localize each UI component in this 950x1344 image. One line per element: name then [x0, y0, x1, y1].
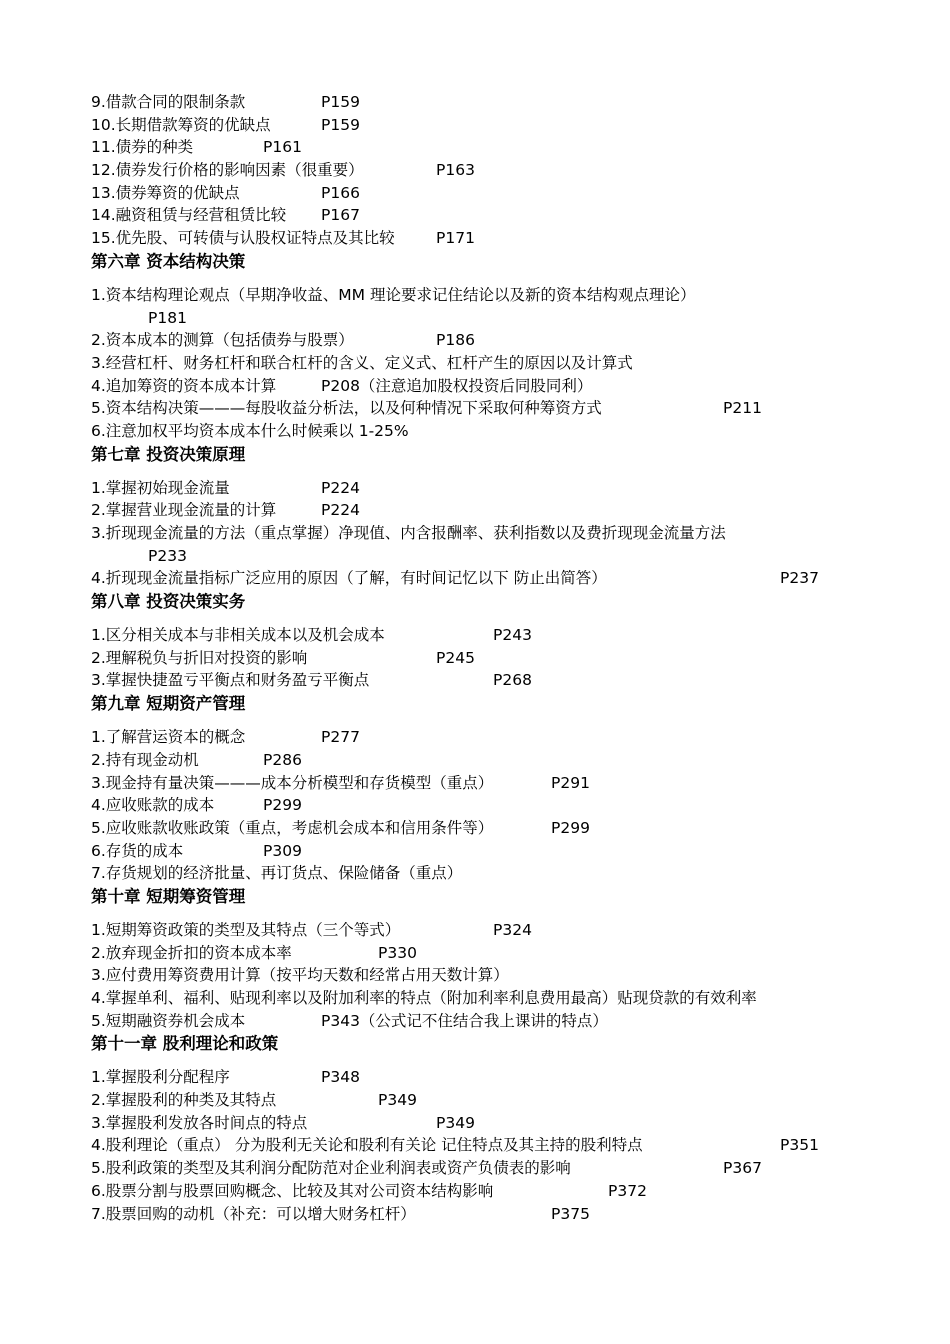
list-item	[91, 182, 881, 205]
page-ref: P159	[321, 93, 360, 111]
chapter-heading: 第十章 短期筹资管理	[91, 886, 246, 906]
item-text: 2.掌握股利的种类及其特点	[91, 1091, 277, 1110]
list-item	[91, 284, 881, 307]
page-ref: P277	[321, 728, 360, 747]
item-text: 4.掌握单利、福利、贴现利率以及附加利率的特点（附加利率利息费用最高）贴现贷款的有效利率	[91, 989, 757, 1007]
chapter-heading: 第七章 投资决策原理	[91, 444, 246, 464]
list-item	[91, 1112, 881, 1135]
list-item	[91, 1203, 881, 1226]
page-ref: P309	[263, 841, 302, 860]
list-item	[91, 624, 881, 647]
list-item	[91, 329, 881, 352]
item-text: 2.理解税负与折旧对投资的影响	[91, 648, 308, 667]
list-item	[91, 749, 881, 772]
item-text: 6.注意加权平均资本成本什么时候乘以 1-25%	[91, 421, 409, 440]
item-text: 7.存货规划的经济批量、再订货点、保险储备（重点）	[91, 864, 463, 883]
list-item	[91, 647, 881, 670]
document-page	[91, 91, 881, 1225]
list-item	[91, 726, 881, 749]
item-text: 12.债券发行价格的影响因素（很重要）	[91, 161, 364, 180]
item-text: 4.应收账款的成本	[91, 796, 215, 815]
item-text: 2.放弃现金折扣的资本成本率	[91, 943, 292, 962]
item-text: 3.折现现金流量的方法（重点掌握）净现值、内含报酬率、获利指数以及费折现现金流量方法	[91, 524, 726, 542]
item-text: 2.持有现金动机	[91, 750, 199, 769]
list-item	[91, 136, 881, 159]
page-ref: P291	[551, 773, 590, 792]
item-text: 1.了解营运资本的概念	[91, 728, 246, 747]
list-item	[91, 1089, 881, 1112]
item-text: 4.折现现金流量指标广泛应用的原因（了解，有时间记忆以下 防止出简答）	[91, 569, 607, 588]
item-text: 7.股票回购的动机（补充：可以增大财务杠杆）	[91, 1204, 416, 1223]
item-text: 2.掌握营业现金流量的计算	[91, 501, 277, 520]
page-ref: P233	[148, 546, 187, 565]
page-ref: P181	[148, 308, 187, 327]
page-ref: P299	[551, 818, 590, 837]
page-ref: P372	[608, 1181, 647, 1200]
page-ref: P286	[263, 750, 302, 769]
page-ref: P343（公式记不住结合我上课讲的特点）	[321, 1011, 608, 1030]
list-item	[91, 794, 881, 817]
page-ref: P367	[723, 1159, 762, 1178]
item-text: 3.掌握快捷盈亏平衡点和财务盈亏平衡点	[91, 671, 370, 690]
list-item	[91, 772, 881, 795]
page-ref: P349	[378, 1091, 417, 1110]
list-item-continuation	[91, 307, 881, 330]
list-item	[91, 204, 881, 227]
item-text: 9.借款合同的限制条款	[91, 93, 246, 111]
list-item	[91, 919, 881, 942]
list-item	[91, 1010, 881, 1033]
page-ref: P161	[263, 138, 302, 157]
item-text: 4.追加筹资的资本成本计算	[91, 376, 277, 395]
page-ref: P299	[263, 796, 302, 815]
page-ref: P166	[321, 183, 360, 202]
list-item	[91, 477, 881, 500]
page-ref: P211	[723, 399, 762, 418]
item-text: 5.短期融资券机会成本	[91, 1011, 246, 1030]
chapter-heading: 第九章 短期资产管理	[91, 694, 246, 714]
list-item	[91, 840, 881, 863]
page-ref: P159	[321, 115, 360, 134]
list-item-continuation	[91, 545, 881, 568]
page-ref: P171	[436, 229, 475, 248]
list-item	[91, 91, 881, 114]
item-text: 1.掌握股利分配程序	[91, 1068, 230, 1087]
item-text: 3.现金持有量决策———成本分析模型和存货模型（重点）	[91, 773, 494, 792]
item-text: 11.债券的种类	[91, 138, 194, 157]
chapter-heading: 第六章 资本结构决策	[91, 251, 246, 271]
item-text: 3.掌握股利发放各时间点的特点	[91, 1113, 308, 1132]
page-ref: P167	[321, 206, 360, 225]
list-item	[91, 1134, 881, 1157]
item-text: 15.优先股、可转债与认股权证特点及其比较	[91, 229, 395, 248]
list-item	[91, 227, 881, 250]
list-item	[91, 964, 881, 987]
page-ref: P208（注意追加股权投资后同股同利）	[321, 376, 593, 395]
page-ref: P330	[378, 943, 417, 962]
list-item	[91, 567, 881, 590]
page-ref: P351	[780, 1136, 819, 1155]
item-text: 1.区分相关成本与非相关成本以及机会成本	[91, 626, 385, 645]
item-text: 10.长期借款筹资的优缺点	[91, 115, 271, 134]
item-text: 4.股利理论（重点） 分为股利无关论和股利有关论 记住特点及其主持的股利特点	[91, 1136, 643, 1155]
page-ref: P163	[436, 161, 475, 180]
item-text: 3.经营杠杆、财务杠杆和联合杠杆的含义、定义式、杠杆产生的原因以及计算式	[91, 353, 633, 372]
page-ref: P186	[436, 331, 475, 350]
page-ref: P349	[436, 1113, 475, 1132]
page-ref: P375	[551, 1204, 590, 1223]
page-ref: P224	[321, 501, 360, 520]
item-text: 5.资本结构决策———每股收益分析法，以及何种情况下采取何种筹资方式	[91, 399, 602, 418]
list-item	[91, 1157, 881, 1180]
page-ref: P245	[436, 648, 475, 667]
list-item	[91, 1180, 881, 1203]
list-item	[91, 862, 881, 885]
list-item	[91, 817, 881, 840]
item-text: 5.股利政策的类型及其利润分配防范对企业利润表或资产负债表的影响	[91, 1159, 571, 1178]
list-item	[91, 420, 881, 443]
list-item	[91, 114, 881, 137]
item-text: 6.存货的成本	[91, 841, 184, 860]
list-item	[91, 669, 881, 692]
list-item	[91, 987, 881, 1010]
page-ref: P324	[493, 920, 532, 939]
item-text: 3.应付费用筹资费用计算（按平均天数和经常占用天数计算）	[91, 966, 509, 985]
list-item	[91, 159, 881, 182]
list-item	[91, 499, 881, 522]
list-item	[91, 375, 881, 398]
item-text: 1.资本结构理论观点（早期净收益、MM 理论要求记住结论以及新的资本结构观点理论）	[91, 285, 696, 304]
page-ref: P224	[321, 478, 360, 497]
chapter-heading: 第十一章 股利理论和政策	[91, 1034, 279, 1054]
chapter-heading: 第八章 投资决策实务	[91, 592, 246, 612]
item-text: 1.短期筹资政策的类型及其特点（三个等式）	[91, 920, 401, 939]
page-ref: P243	[493, 626, 532, 645]
page-ref: P268	[493, 671, 532, 690]
item-text: 6.股票分割与股票回购概念、比较及其对公司资本结构影响	[91, 1181, 494, 1200]
list-item	[91, 522, 881, 545]
list-item	[91, 352, 881, 375]
item-text: 2.资本成本的测算（包括债券与股票）	[91, 331, 354, 350]
item-text: 13.债券筹资的优缺点	[91, 183, 240, 202]
page-ref: P237	[780, 569, 819, 588]
item-text: 5.应收账款收账政策（重点，考虑机会成本和信用条件等）	[91, 818, 494, 837]
list-item	[91, 397, 881, 420]
list-item	[91, 1066, 881, 1089]
item-text: 14.融资租赁与经营租赁比较	[91, 206, 287, 225]
item-text: 1.掌握初始现金流量	[91, 478, 230, 497]
page-ref: P348	[321, 1068, 360, 1087]
list-item	[91, 942, 881, 965]
